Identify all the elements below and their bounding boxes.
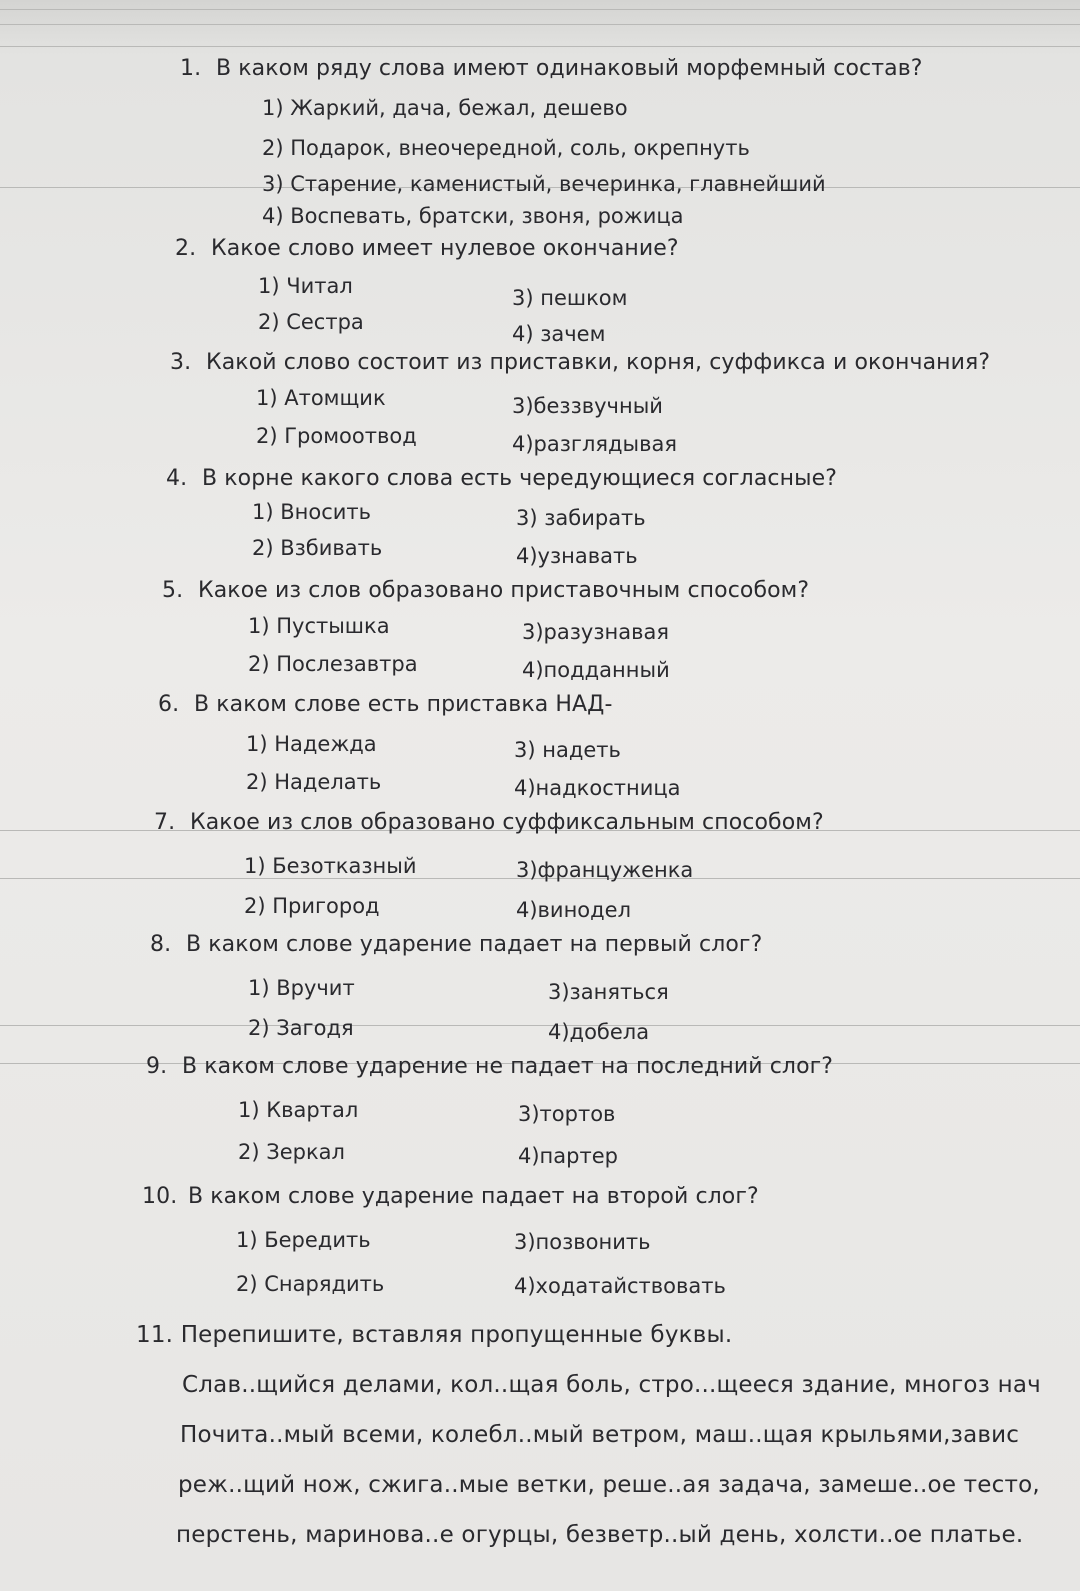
- answer-option: 2) Послезавтра: [248, 652, 418, 676]
- question-10: [142, 1184, 759, 1209]
- question-number: 5.: [162, 578, 184, 603]
- question-number: 7.: [154, 810, 176, 835]
- answer-option: 3) забирать: [516, 506, 646, 530]
- answer-option: 4)добела: [548, 1020, 650, 1044]
- answer-option: 1) Читал: [258, 274, 353, 298]
- question-text: В корне какого слова есть чередующиеся согласные?: [202, 466, 837, 491]
- answer-option: 2) Громоотвод: [256, 424, 417, 448]
- question-5: [162, 578, 809, 603]
- ruled-line: [0, 9, 1080, 10]
- answer-option: 1) Атомщик: [256, 386, 386, 410]
- answer-option: 4)разглядывая: [512, 432, 677, 456]
- question-number: 3.: [170, 350, 192, 375]
- question-number: 4.: [166, 466, 188, 491]
- question-9: [146, 1054, 833, 1079]
- question-text: Какое из слов образовано суффиксальным способом?: [190, 810, 824, 835]
- answer-option: 3)заняться: [548, 980, 669, 1004]
- answer-option: 3) Старение, каменистый, вечеринка, главнейший: [262, 172, 826, 196]
- answer-option: 1) Безотказный: [244, 854, 417, 878]
- answer-option: 3)француженка: [516, 858, 694, 882]
- answer-option: 1) Бередить: [236, 1228, 371, 1252]
- question-text: Какое слово имеет нулевое окончание?: [211, 236, 679, 261]
- answer-option: 1) Жаркий, дача, бежал, дешево: [262, 96, 628, 120]
- question-1: [180, 56, 923, 81]
- answer-option: 3)разузнавая: [522, 620, 669, 644]
- question-4: [166, 466, 837, 491]
- task-11-line: Слав..щийся делами, кол..щая боль, стро...щееся здание, многоз нач: [182, 1372, 1041, 1398]
- question-8: [150, 932, 762, 957]
- task-11-title: 11. Перепишите, вставляя пропущенные буквы.: [136, 1322, 733, 1348]
- answer-option: 1) Вручит: [248, 976, 355, 1000]
- question-7: [154, 810, 824, 835]
- ruled-line: [0, 24, 1080, 25]
- task-11-line: Почита..мый всеми, колебл..мый ветром, маш..щая крыльями,завис: [180, 1422, 1020, 1448]
- question-text: В каком слове ударение падает на первый слог?: [186, 932, 763, 957]
- answer-option: 4)подданный: [522, 658, 670, 682]
- question-number: 6.: [158, 692, 180, 717]
- answer-option: 1) Надежда: [246, 732, 377, 756]
- answer-option: 2) Подарок, внеочередной, соль, окрепнуть: [262, 136, 750, 160]
- question-6: [158, 692, 613, 717]
- task-11-line: реж..щий нож, сжига..мые ветки, реше..ая задача, замеше..ое тесто,: [178, 1472, 1040, 1498]
- answer-option: 1) Пустышка: [248, 614, 390, 638]
- question-3: [170, 350, 990, 375]
- task-11-line: перстень, маринова..е огурцы, безветр..ый день, холсти..ое платье.: [176, 1522, 1024, 1548]
- question-text: В каком слове ударение падает на второй слог?: [188, 1184, 759, 1209]
- question-number: 10.: [142, 1184, 178, 1209]
- answer-option: 1) Вносить: [252, 500, 372, 524]
- question-text: Какой слово состоит из приставки, корня, суффикса и окончания?: [206, 350, 991, 375]
- answer-option: 2) Снарядить: [236, 1272, 385, 1296]
- question-text: В каком слове ударение не падает на последний слог?: [182, 1054, 834, 1079]
- answer-option: 2) Взбивать: [252, 536, 383, 560]
- answer-option: 4) Воспевать, братски, звоня, рожица: [262, 204, 684, 228]
- question-2: [175, 236, 679, 261]
- answer-option: 3)беззвучный: [512, 394, 663, 418]
- answer-option: 4) зачем: [512, 322, 606, 346]
- answer-option: 2) Сестра: [258, 310, 364, 334]
- answer-option: 4)партер: [518, 1144, 618, 1168]
- answer-option: 4)надкостница: [514, 776, 681, 800]
- answer-option: 1) Квартал: [238, 1098, 359, 1122]
- answer-option: 3) пешком: [512, 286, 628, 310]
- answer-option: 3)позвонить: [514, 1230, 651, 1254]
- answer-option: 4)ходатайствовать: [514, 1274, 726, 1298]
- ruled-line: [0, 46, 1080, 47]
- question-text: Какое из слов образовано приставочным способом?: [198, 578, 810, 603]
- answer-option: 2) Зеркал: [238, 1140, 345, 1164]
- answer-option: 3)тортов: [518, 1102, 616, 1126]
- answer-option: 4)узнавать: [516, 544, 638, 568]
- question-number: 9.: [146, 1054, 168, 1079]
- question-number: 2.: [175, 236, 197, 261]
- answer-option: 4)винодел: [516, 898, 632, 922]
- ruled-line: [0, 1025, 1080, 1026]
- answer-option: 2) Загодя: [248, 1016, 354, 1040]
- answer-option: 2) Наделать: [246, 770, 382, 794]
- question-number: 8.: [150, 932, 172, 957]
- question-text: В каком ряду слова имеют одинаковый морфемный состав?: [216, 56, 923, 81]
- question-number: 1.: [180, 56, 202, 81]
- answer-option: 3) надеть: [514, 738, 621, 762]
- answer-option: 2) Пригород: [244, 894, 380, 918]
- question-text: В каком слове есть приставка НАД-: [194, 692, 613, 717]
